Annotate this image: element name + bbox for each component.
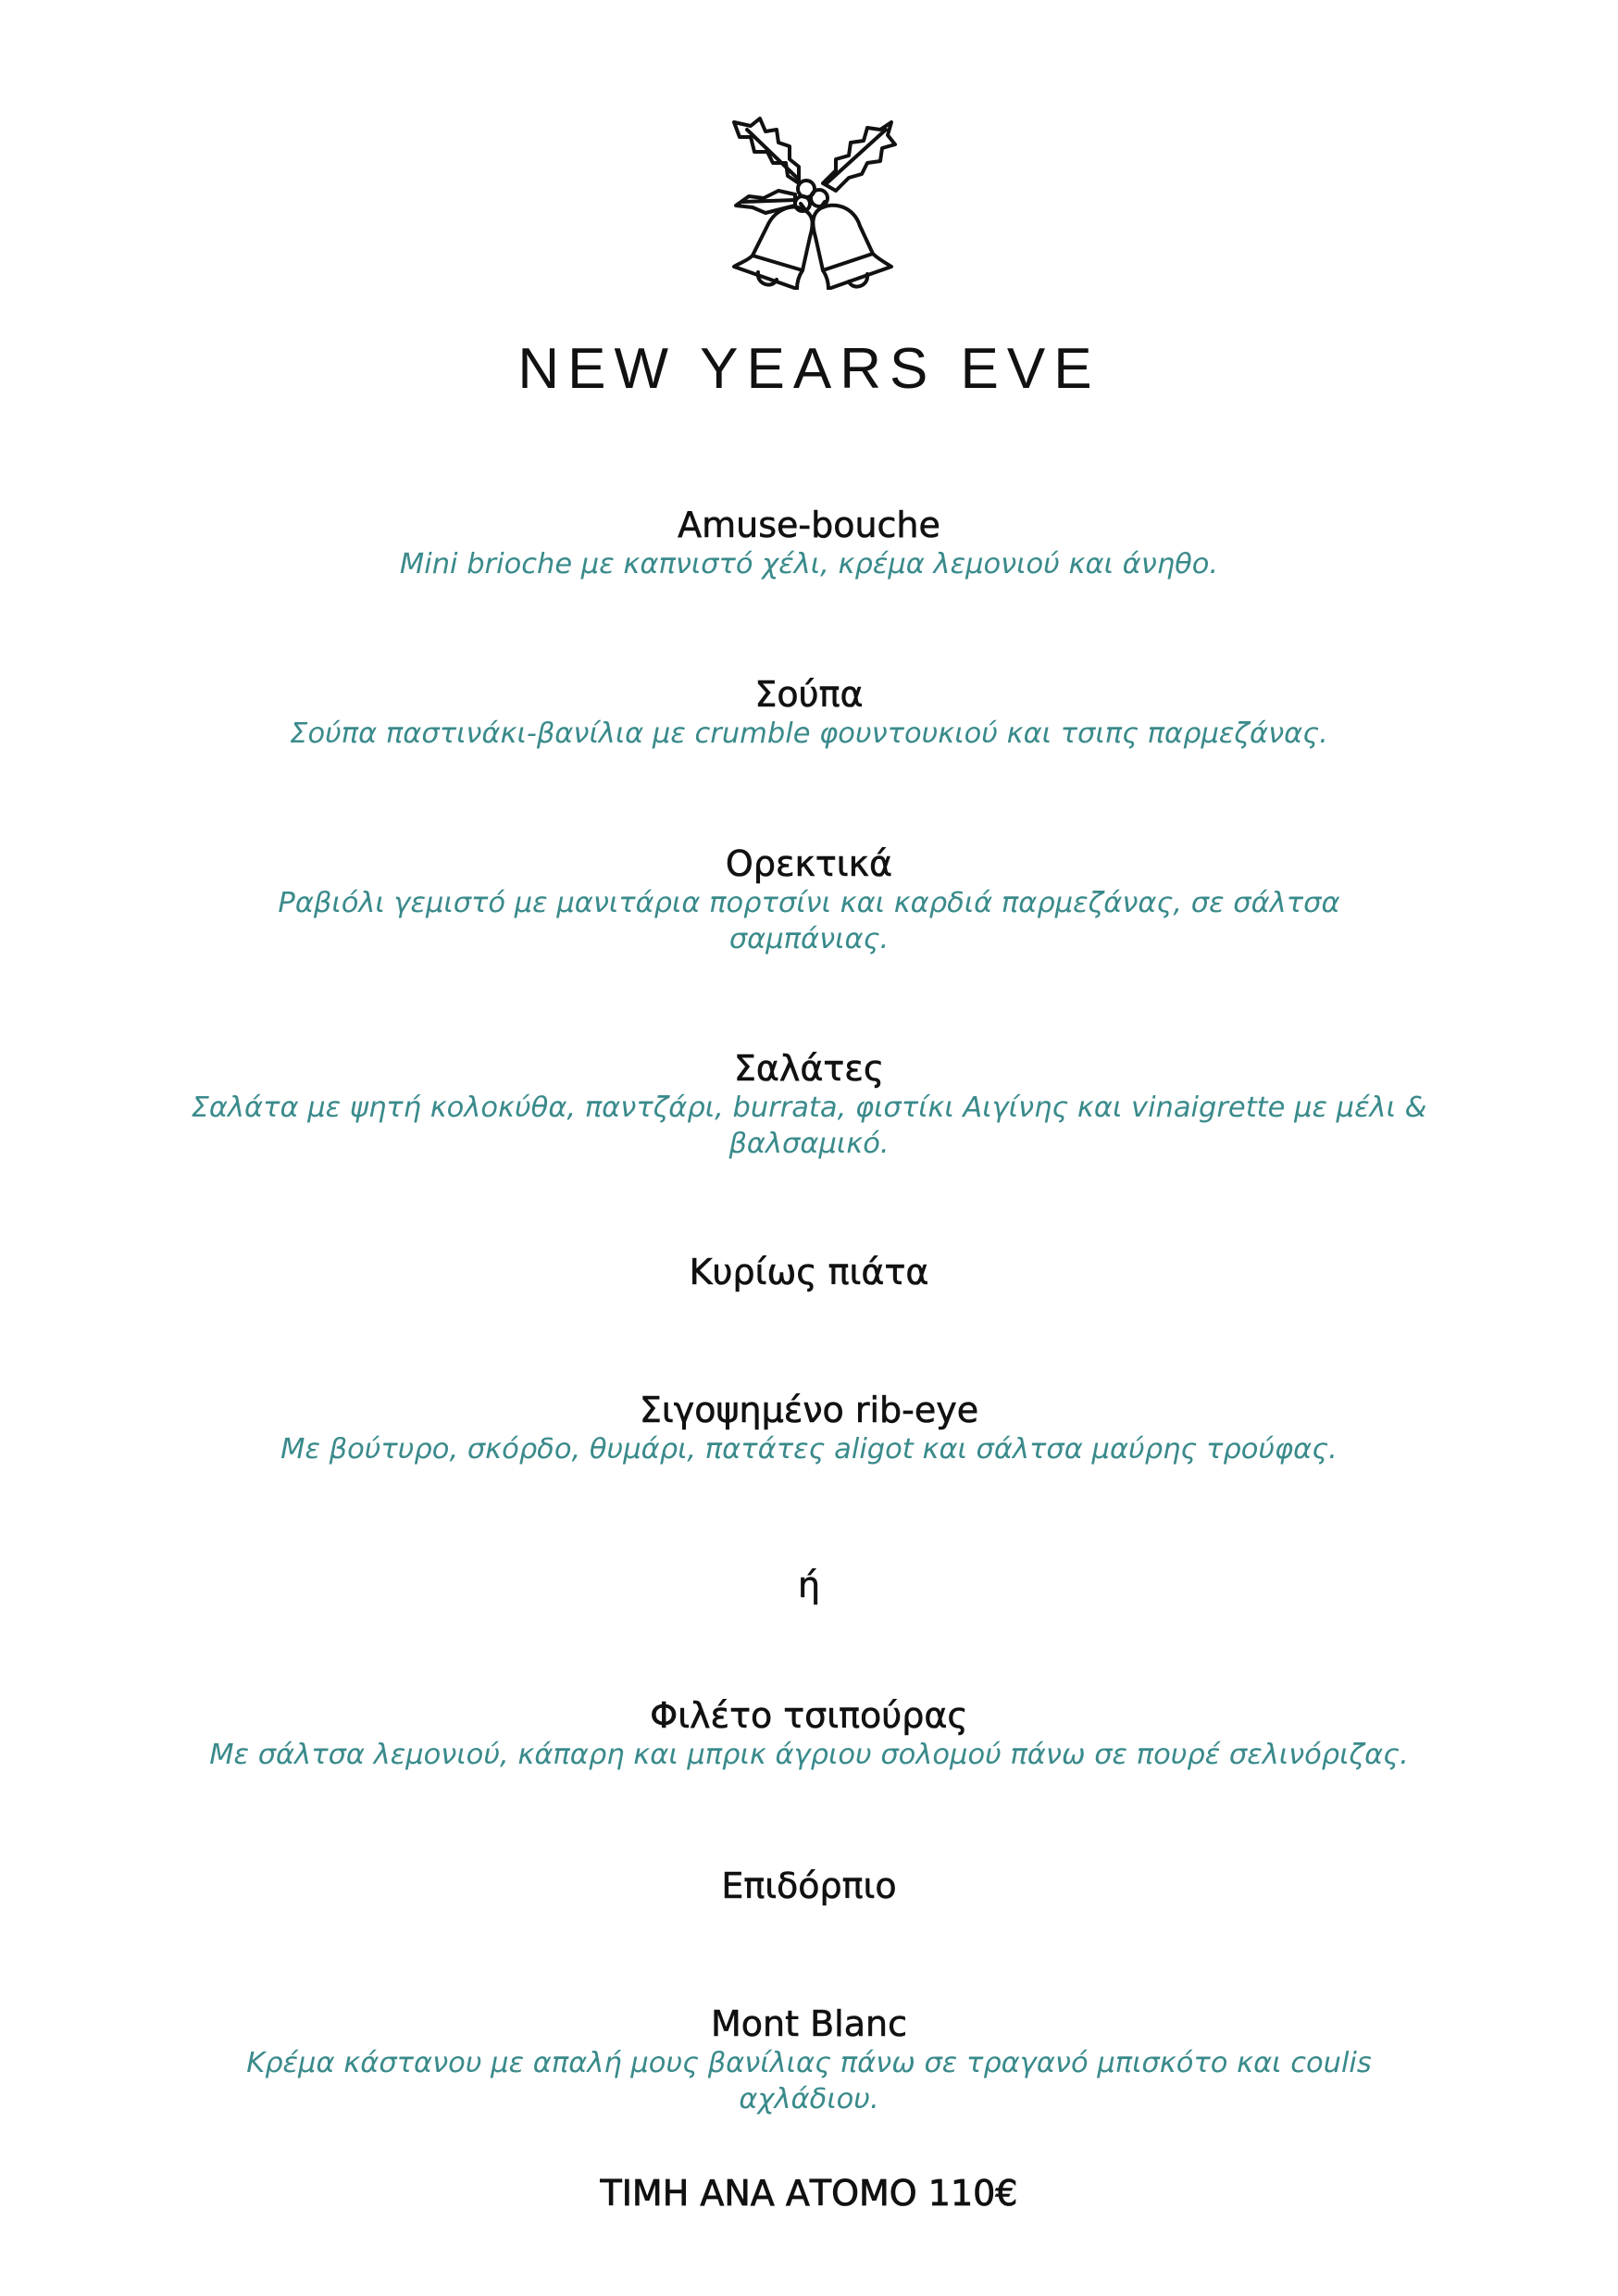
section-dessert (139, 1866, 1479, 1906)
course-description: Ραβιόλι γεμιστό με μανιτάρια πορτσίνι και καρδιά παρμεζάνας, σε σάλτσα σαμπάνιας. (278, 887, 1340, 955)
course-description: Σούπα παστινάκι-βανίλια με crumble φουντουκιού και τσιπς παρμεζάνας. (290, 718, 1328, 750)
or-divider (139, 1567, 1479, 1603)
price-text: ΤΙΜΗ ΑΝΑ ΑΤΟΜΟ 110€ (600, 2173, 1018, 2214)
course-main-rib-eye (139, 1392, 1479, 1467)
section-heading: Επιδόρπιο (721, 1866, 897, 1906)
course-heading: Amuse-bouche (678, 505, 940, 545)
course-salads (139, 1048, 1479, 1162)
section-heading: Κυρίως πιάτα (689, 1252, 929, 1292)
section-mains (139, 1254, 1479, 1290)
course-heading: Σούπα (754, 674, 864, 715)
course-description: Με βούτυρο, σκόρδο, θυμάρι, πατάτες aligot και σάλτσα μαύρης τρούφας. (280, 1433, 1338, 1466)
course-dessert-mont-blanc (139, 2003, 1479, 2117)
christmas-bells-holly-icon (714, 109, 908, 290)
course-appetizers (139, 843, 1479, 957)
course-amuse-bouche (139, 507, 1479, 582)
course-heading: Φιλέτο τσιπούρας (650, 1695, 968, 1736)
course-description: Mini brioche με καπνιστό χέλι, κρέμα λεμονιού και άνηθο. (399, 548, 1219, 580)
course-description: Σαλάτα με ψητή κολοκύθα, παντζάρι, burrata, φιστίκι Αιγίνης και vinaigrette με μέλι & βαλσαμικό. (191, 1092, 1427, 1160)
course-soup (139, 674, 1479, 752)
page-title: NEW YEARS EVE (517, 337, 1101, 401)
course-heading: Σαλάτες (733, 1048, 885, 1089)
or-text: ή (797, 1565, 821, 1605)
course-description: Με σάλτσα λεμονιού, κάπαρη και μπρικ άγριου σολομού πάνω σε πουρέ σελινόριζας. (209, 1739, 1409, 1771)
course-main-sea-bream (139, 1695, 1479, 1773)
course-description: Κρέμα κάστανου με απαλή μους βανίλιας πάνω σε τραγανό μπισκότο και coulis αχλάδιου. (246, 2047, 1372, 2115)
price-line (139, 2173, 1479, 2214)
course-heading: Mont Blanc (711, 2003, 907, 2044)
course-heading: Ορεκτικά (725, 843, 893, 884)
course-heading: Σιγοψημένο rib-eye (639, 1390, 979, 1430)
